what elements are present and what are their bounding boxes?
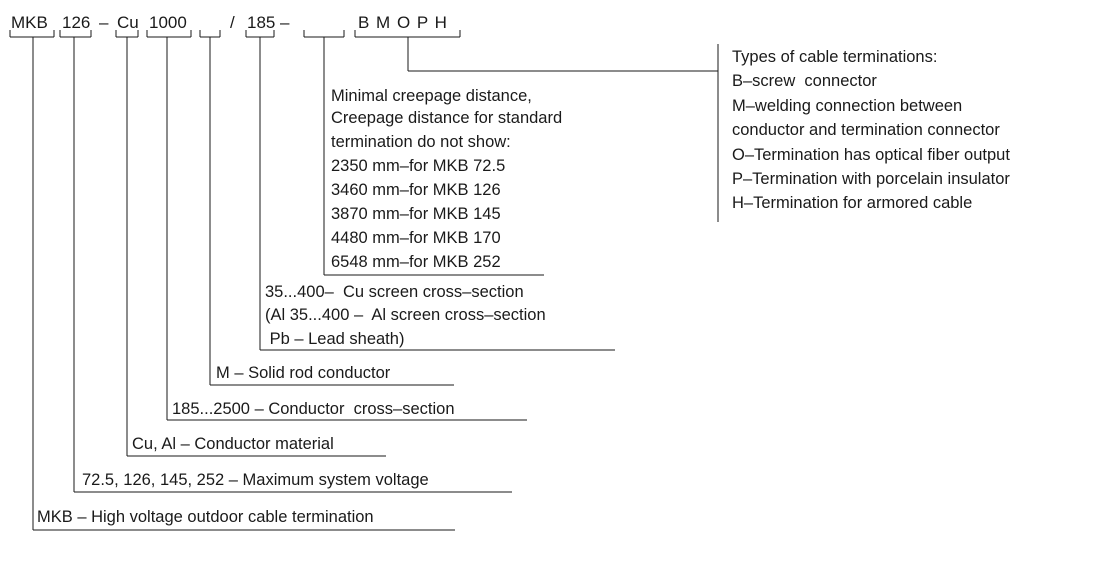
cross-section-desc: 185...2500 – Conductor cross–section	[172, 400, 455, 418]
mkb-desc: MKB – High voltage outdoor cable termination	[37, 508, 374, 526]
code-material: Cu	[117, 13, 139, 32]
terminations-line: B–screw connector	[732, 72, 877, 90]
terminations-line: Types of cable terminations:	[732, 48, 938, 66]
code-cross-section: 1000	[149, 13, 187, 32]
code-mkb: MKB	[11, 13, 48, 32]
terminations-line: H–Termination for armored cable	[732, 194, 973, 212]
screen-line: Pb – Lead sheath)	[265, 330, 405, 348]
creepage-line: Creepage distance for standard	[331, 109, 563, 127]
creepage-line: 4480 mm–for MKB 170	[331, 229, 501, 247]
terminations-line: M–welding connection between	[732, 97, 963, 115]
creepage-line: 6548 mm–for MKB 252	[331, 253, 501, 271]
code-options: B M O P H	[358, 13, 448, 32]
material-desc: Cu, Al – Conductor material	[132, 435, 334, 453]
creepage-line: 2350 mm–for MKB 72.5	[331, 157, 506, 175]
conductor-type-desc: M – Solid rod conductor	[216, 364, 391, 382]
screen-line: (Al 35...400 – Al screen cross–section	[265, 306, 546, 324]
code-slash: /	[230, 13, 235, 32]
code-screen: 185	[247, 13, 276, 32]
code-dash: –	[280, 13, 290, 32]
code-voltage: 126	[62, 13, 91, 32]
code-dash: –	[99, 13, 109, 32]
voltage-desc: 72.5, 126, 145, 252 – Maximum system voltage	[82, 471, 429, 489]
screen-line: 35...400– Cu screen cross–section	[265, 283, 524, 301]
terminations-line: conductor and termination connector	[732, 121, 1000, 139]
terminations-line: P–Termination with porcelain insulator	[732, 170, 1010, 188]
creepage-line: Minimal creepage distance,	[331, 87, 532, 105]
creepage-line: 3460 mm–for MKB 126	[331, 181, 501, 199]
terminations-line: O–Termination has optical fiber output	[732, 146, 1010, 164]
creepage-line: 3870 mm–for MKB 145	[331, 205, 501, 223]
creepage-line: termination do not show:	[331, 133, 511, 151]
